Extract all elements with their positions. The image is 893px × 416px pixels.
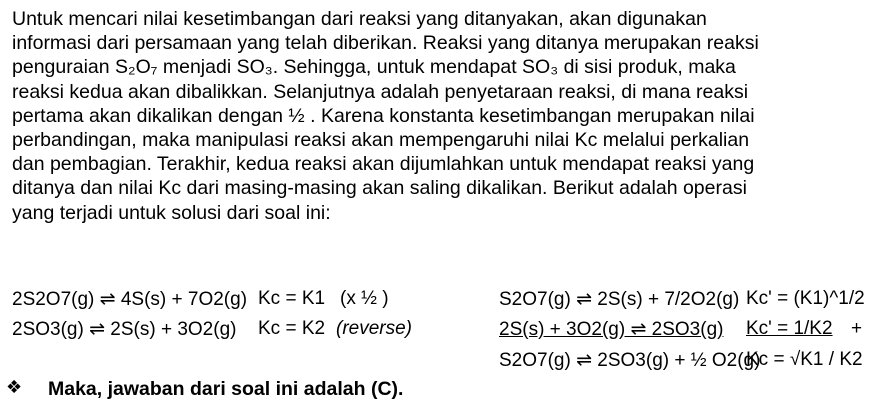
operation-text: (x ½ ) <box>340 288 389 309</box>
paragraph-line: reaksi kedua akan dibalikkan. Selanjutnya adalah penyetaraan reaksi, di mana reaksi <box>12 80 749 103</box>
left-equation-row-1 <box>12 288 247 311</box>
paragraph-line: informasi dari persamaan yang telah diberikan. Reaksi yang ditanya merupakan reaksi <box>12 32 759 55</box>
sum-plus-sign <box>851 318 862 340</box>
left-equation-row-2 <box>12 318 236 341</box>
paragraph-line: yang terjadi untuk solusi dari soal ini: <box>12 201 331 224</box>
kc-text: Kc = K2 <box>258 318 326 339</box>
right-kc-row-3 <box>746 349 863 371</box>
paragraph-line: pertama akan dikalikan dengan ½ . Karena konstanta kesetimbangan merupakan nilai <box>12 104 755 127</box>
left-op-row-1 <box>340 288 389 310</box>
kc-text: Kc = √K1 / K2 <box>746 349 863 370</box>
left-kc-row-1 <box>258 288 325 310</box>
kc-text: Kc' = 1/K2 <box>746 318 833 339</box>
reaction-text: S2O7(g) ⇌ 2S(s) + 7/2O2(g) <box>499 289 740 310</box>
plus-text: + <box>851 318 863 339</box>
kc-text: Kc' = (K1)^1/2 <box>746 288 865 309</box>
conclusion-text: Maka, jawaban dari soal ini adalah (C). <box>48 378 404 400</box>
right-equation-row-1 <box>499 288 739 311</box>
reaction-text: 2S2O7(g) ⇌ 4S(s) + 7O2(g) <box>12 289 248 310</box>
left-kc-row-2 <box>258 318 325 340</box>
kc-text: Kc = K1 <box>258 288 326 309</box>
reaction-text: S2O7(g) ⇌ 2SO3(g) + ½ O2(g) <box>499 350 761 371</box>
reaction-text: 2S(s) + 3O2(g) ⇌ 2SO3(g) <box>499 319 724 340</box>
right-kc-row-2 <box>746 318 833 340</box>
right-equation-row-2 <box>499 318 723 341</box>
paragraph-line: ditanya dan nilai Kc dari masing-masing akan saling dikalikan. Berikut adalah operasi <box>12 177 747 200</box>
left-op-row-2 <box>336 318 412 340</box>
paragraph-line: penguraian S₂O₇ menjadi SO₃. Sehingga, untuk mendapat SO₃ di sisi produk, maka <box>12 56 736 79</box>
right-kc-row-1 <box>746 288 865 310</box>
explanation-paragraph <box>12 7 887 225</box>
reaction-text: 2SO3(g) ⇌ 2S(s) + 3O2(g) <box>12 319 237 340</box>
right-equation-row-3 <box>499 349 760 372</box>
paragraph-line: Untuk mencari nilai kesetimbangan dari reaksi yang ditanyakan, akan digunakan <box>12 8 707 30</box>
diamond-bullet-icon: ❖ <box>6 377 23 397</box>
operation-text: (reverse) <box>336 318 413 339</box>
paragraph-line: perbandingan, maka manipulasi reaksi akan mempengaruhi nilai Kc melalui perkalian <box>12 129 750 152</box>
paragraph-line: dan pembagian. Terakhir, kedua reaksi akan dijumlahkan untuk mendapat reaksi yang <box>12 153 755 176</box>
